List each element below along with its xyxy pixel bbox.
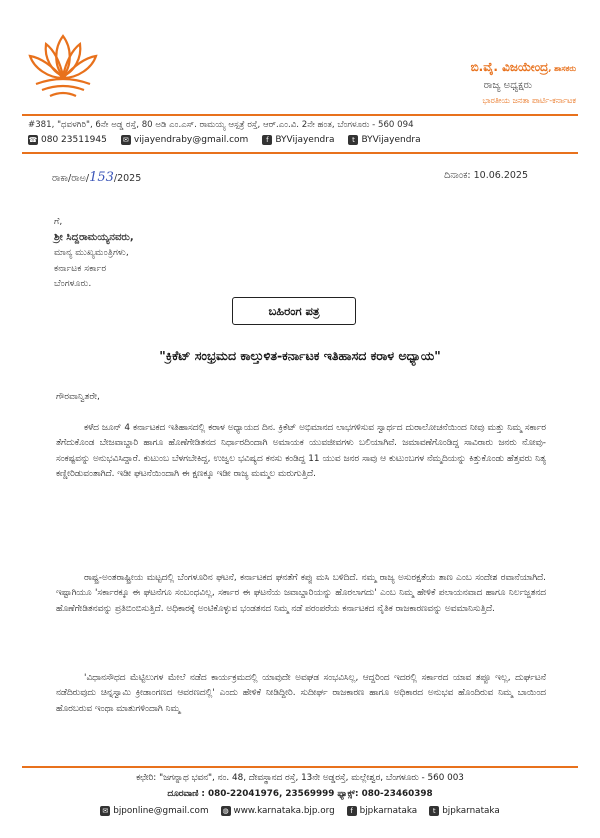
- letterhead-email: vijayendraby@gmail.com: [133, 135, 249, 145]
- facebook-icon: f: [347, 806, 357, 816]
- letterhead-party: ಭಾರತೀಯ ಜನತಾ ಪಾರ್ಟಿ-ಕರ್ನಾಟಕ: [482, 96, 576, 105]
- email-icon: ✉: [121, 135, 131, 145]
- letterhead-phone: 080 23511945: [41, 135, 107, 145]
- letterhead-contacts: [28, 135, 421, 145]
- lotus-logo-icon: [22, 28, 104, 100]
- footer-phones: ದೂರವಾಣಿ : 080-22041976, 23569999 ಫ್ಯಾಕ್ಸ್: 080-23460398: [167, 789, 433, 799]
- letter-subject: "ಕ್ರಿಕೆಟ್ ಸಂಭ್ರಮದ ಕಾಲ್ತುಳಿತ-ಕರ್ನಾಟಕ ಇತಿಹಾಸದ ಕರಾಳ ಅಧ್ಯಾಯ": [159, 348, 441, 363]
- letterhead-name: ಬಿ.ವೈ. ವಿಜಯೇಂದ್ರ, ಶಾಸಕರು: [470, 60, 576, 74]
- letter-date: ದಿನಾಂಕ: 10.06.2025: [444, 170, 528, 181]
- letterhead-twitter: BYVijayendra: [361, 135, 421, 145]
- document-title: ಬಹಿರಂಗ ಪತ್ರ: [232, 297, 356, 325]
- salutation: ಗೌರವಾನ್ವಿತರೇ,: [56, 392, 100, 402]
- paragraph-1: ಕಳೆದ ಜೂನ್ 4 ಕರ್ನಾಟಕದ ಇತಿಹಾಸದಲ್ಲಿ ಕರಾಳ ಅಧ್ಯಾಯದ ದಿನ. ಕ್ರಿಕೆಟ್ ಅಭಿಮಾನದ ಲಾಭಗಳಿಸುವ ಸ್ವಾರ್ಥದ ದುರಾಲೋಚನೆಯಿಂದ ನೀವು ಮತ್ತು ನಿಮ್ಮ ಸರ್ಕಾರ ತೆಗೆದುಕೊಂಡ ಬೇಜವಾಬ್ದಾರಿ ಹಾಗೂ ಹೊಣೆಗೇಡಿತನದ ನಿರ್ಧಾರದಿಂದಾಗಿ ಅಮಾಯಕ ಯುವಜೀವಗಳು ಬಲಿಯಾಗಿವೆ. ಜಮಾವಣೆಗೊಂಡಿದ್ದ ಸಾವಿರಾರು ಜನರು ನೋವು-ಸಂಕಷ್ಟವನ್ನು ಅನುಭವಿಸಿದ್ದಾರೆ. ಕುಟುಂಬ ಬೆಳಗಬೇಕಿದ್ದ, ಉಜ್ವಲ ಭವಿಷ್ಯದ ಕನಸು ಕಂಡಿದ್ದ 11 ಯುವ ಜನರ ಸಾವು ಆ ಕುಟುಂಬಗಳ ನೆಮ್ಮದಿಯನ್ನು ಕಿತ್ತುಕೊಂಡು ಹೆತ್ತವರು ನಿತ್ಯ ಕಣ್ಣೀರಿಡುವಂತಾಗಿದೆ. ಇಡೀ ಘಟನೆಯಿಂದಾಗಿ ಈ ಕ್ಷಣಕ್ಕೂ ಇಡೀ ರಾಜ್ಯ ಮಮ್ಮಲ ಮರುಗುತ್ತಿದೆ.: [56, 423, 546, 479]
- twitter-icon: t: [348, 135, 358, 145]
- letterhead-role: ರಾಜ್ಯ ಅಧ್ಯಕ್ಷರು: [483, 80, 532, 91]
- letterhead-address: #381, "ಧವಳಗಿರಿ", 6ನೇ ಅಡ್ಡ ರಸ್ತೆ, 80 ಅಡಿ ಎಂ.ಎಸ್. ರಾಮಯ್ಯ ಆಸ್ಪತ್ರೆ ರಸ್ತೆ, ಆರ್.ಎಂ.ವಿ. 2ನೇ ಹಂತ, ಬೆಂಗಳೂರು - 560 094: [28, 120, 414, 130]
- footer-office-address: ಕಛೇರಿ: "ಜಗನ್ನಾಥ ಭವನ", ನಂ. 48, ದೇವಸ್ಥಾನದ ರಸ್ತೆ, 13ನೇ ಅಡ್ಡರಸ್ತೆ, ಮಲ್ಲೇಶ್ವರ, ಬೆಂಗಳೂರು - 560 003: [136, 773, 464, 783]
- phone-icon: ☎: [28, 136, 38, 144]
- facebook-icon: f: [262, 135, 272, 145]
- header-divider: [22, 114, 578, 116]
- globe-icon: ◍: [222, 807, 229, 815]
- twitter-icon: t: [429, 806, 439, 816]
- footer-contacts: [0, 806, 600, 816]
- paragraph-2: ರಾಷ್ಟ್ರ-ಅಂತರಾಷ್ಟ್ರೀಯ ಮಟ್ಟದಲ್ಲಿ ಬೆಂಗಳೂರಿನ ಘಟನೆ, ಕರ್ನಾಟಕದ ಘನತೆಗೆ ಕಪ್ಪು ಮಸಿ ಬಳಿದಿದೆ. ನಮ್ಮ ರಾಜ್ಯ ಅಸುರಕ್ಷತೆಯ ತಾಣ ಎಂಬ ಸಂದೇಶ ರವಾನೆಯಾಗಿದೆ. ಇಷ್ಟಾಗಿಯೂ 'ಸರ್ಕಾರಕ್ಕೂ ಈ ಘಟನೆಗೂ ಸಂಬಂಧವಿಲ್ಲ, ಸರ್ಕಾರ ಈ ಘಟನೆಯ ಜವಾಬ್ದಾರಿಯನ್ನು ಹೊರಲಾಗದು' ಎಂಬ ನಿಮ್ಮ ಹೇಳಿಕೆ ಪಲಾಯನವಾದ ಹಾಗೂ ನಿರ್ಲಜ್ಜತನದ ಹೊಣೆಗೇಡಿತನವನ್ನು ಪ್ರತಿಬಿಂಬಿಸುತ್ತಿದೆ. ಅಧಿಕಾರಕ್ಕೆ ಅಂಟಿಕೊಳ್ಳುವ ಭಂಡತನದ ನಿಮ್ಮ ನಡೆ ಪರಂಪರೆಯ ಕರ್ನಾಟಕದ ನೈತಿಕ ರಾಜಕಾರಣವನ್ನು ಅವಮಾನಿಸುತ್ತಿದೆ.: [56, 573, 546, 614]
- paragraph-3: 'ವಿಧಾನಸೌಧದ ಮೆಟ್ಟಿಲುಗಳ ಮೇಲೆ ನಡೆದ ಕಾರ್ಯಕ್ರಮದಲ್ಲಿ ಯಾವುದೇ ಅವಘಡ ಸಂಭವಿಸಿಲ್ಲ, ಆದ್ದರಿಂದ ಇದರಲ್ಲಿ ಸರ್ಕಾರದ ಯಾವ ತಪ್ಪೂ ಇಲ್ಲ, ದುರ್ಘಟನೆ ನಡೆದಿರುವುದು ಚಿನ್ನಸ್ವಾಮಿ ಕ್ರೀಡಾಂಗಣದ ಆವರಣದಲ್ಲಿ' ಎಂದು ಹೇಳಿಕೆ ನೀಡಿದ್ದೀರಿ. ಸುದೀರ್ಘ ರಾಜಕಾರಣ ಹಾಗೂ ಅಧಿಕಾರದ ಅನುಭವ ಹೊಂದಿರುವ ನಿಮ್ಮ ಬಾಯಿಂದ ಹೊರಬರುವ ಇಂಥಾ ಮಾತುಗಳಿಂದಾಗಿ ನಿಮ್ಮ: [56, 673, 546, 714]
- footer-email: bjponline@gmail.com: [113, 806, 209, 816]
- recipient-name: ಶ್ರೀ ಸಿದ್ದರಾಮಯ್ಯನವರು,: [54, 231, 134, 243]
- email-icon: ✉: [100, 806, 110, 816]
- footer-twitter: bjpkarnataka: [442, 806, 500, 816]
- contacts-divider: [22, 152, 578, 154]
- footer-website: www.karnataka.bjp.org: [233, 806, 335, 816]
- recipient-block: ಗೆ, ಶ್ರೀ ಸಿದ್ದರಾಮಯ್ಯನವರು, ಮಾನ್ಯ ಮುಖ್ಯಮಂತ್ರಿಗಳು, ಕರ್ನಾಟಕ ಸರ್ಕಾರ ಬೆಂಗಳೂರು.: [54, 216, 134, 289]
- letterhead-facebook: BYVijayendra: [275, 135, 335, 145]
- footer-divider: [22, 766, 578, 768]
- footer-facebook: bjpkarnataka: [359, 806, 418, 816]
- reference-number: ರಾಕಾ/ರಾಅ/153/2025: [52, 170, 142, 185]
- handwritten-ref-number: 153: [89, 170, 114, 185]
